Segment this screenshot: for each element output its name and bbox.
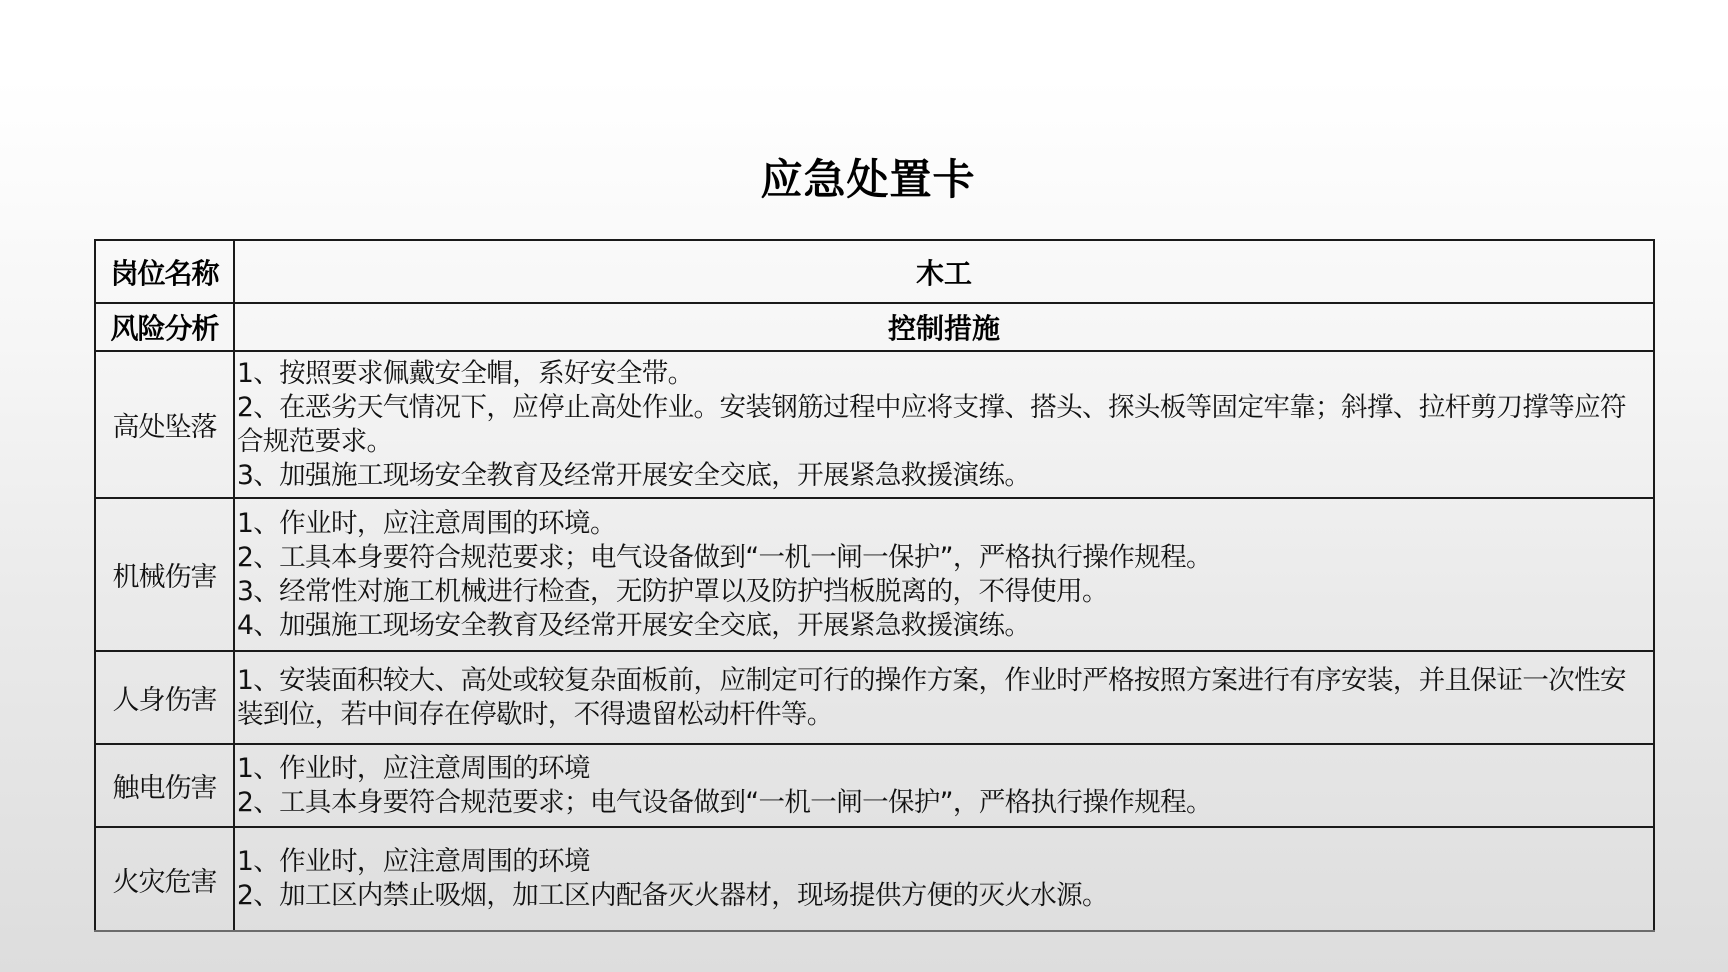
measures-cell [234,827,1654,931]
table-row [95,744,1654,827]
risk-label: 火灾危害 [95,827,234,931]
measure-item: 1、作业时，应注意周围的环境 [237,846,590,877]
measure-item: 2、加工区内禁止吸烟，加工区内配备灭火器材，现场提供方便的灭火水源。 [237,880,1108,911]
measures-cell [234,651,1654,744]
measures-cell [234,351,1654,498]
measure-item: 4、加强施工现场安全教育及经常开展安全交底，开展紧急救援演练。 [237,609,1031,641]
measure-item: 2、在恶劣天气情况下，应停止高处作业。安装钢筋过程中应将支撑、搭头、探头板等固定牢靠；斜撑、拉杆剪刀撑等应符合规范要求。 [237,391,1626,457]
risk-label: 机械伤害 [95,498,234,651]
table-row [95,651,1654,744]
measure-item: 3、经常性对施工机械进行检查，无防护罩以及防护挡板脱离的，不得使用。 [237,575,1108,607]
emergency-card-table [94,239,1655,932]
risk-analysis-header: 风险分析 [95,303,234,351]
control-measures-header: 控制措施 [234,303,1654,351]
risk-label: 高处坠落 [95,351,234,498]
measure-item: 1、作业时，应注意周围的环境 [237,752,590,784]
table-row [95,827,1654,931]
table-row [95,498,1654,651]
table-row [95,351,1654,498]
measures-cell [234,498,1654,651]
risk-label: 人身伤害 [95,651,234,744]
measure-item: 1、按照要求佩戴安全帽，系好安全带。 [237,357,694,389]
page-title: 应急处置卡 [760,155,976,204]
measures-cell [234,744,1654,827]
measure-item: 1、作业时，应注意周围的环境。 [237,507,616,539]
position-value: 木工 [234,240,1654,303]
position-label: 岗位名称 [95,240,234,303]
measure-item: 2、工具本身要符合规范要求；电气设备做到“一机一闸一保护”，严格执行操作规程。 [237,541,1212,573]
column-header-row [95,303,1654,351]
measure-item: 1、安装面积较大、高处或较复杂面板前，应制定可行的操作方案，作业时严格按照方案进行有序安装，并且保证一次性安装到位，若中间存在停歇时，不得遗留松动杆件等。 [237,664,1626,730]
measure-item: 2、工具本身要符合规范要求；电气设备做到“一机一闸一保护”，严格执行操作规程。 [237,786,1212,818]
risk-label: 触电伤害 [95,744,234,827]
position-row [95,240,1654,303]
measure-item: 3、加强施工现场安全教育及经常开展安全交底，开展紧急救援演练。 [237,459,1031,491]
